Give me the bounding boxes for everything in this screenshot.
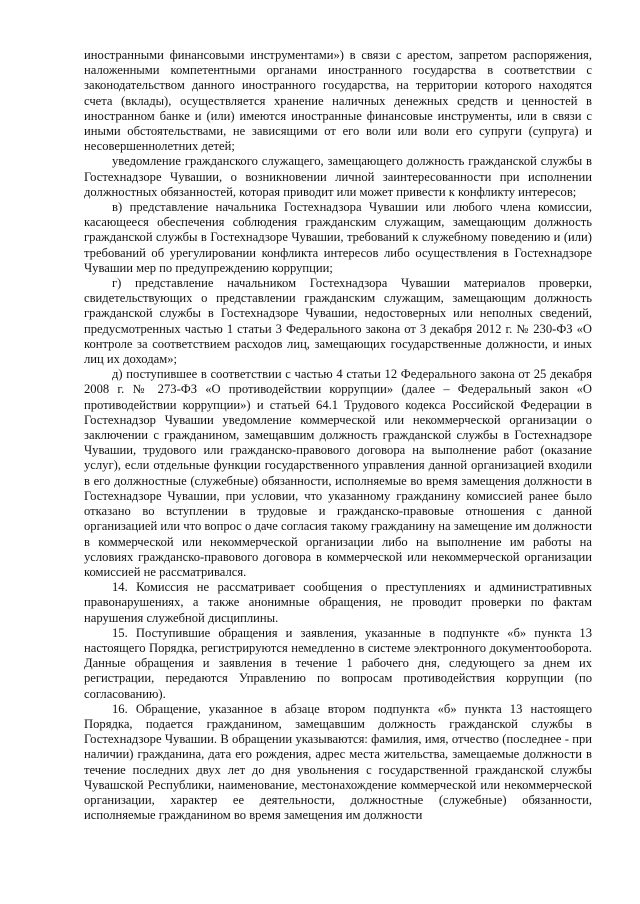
paragraph-clause-14: 14. Комиссия не рассматривает сообщения о преступлениях и административных правонарушениях, а также анонимные обращения, не проводит проверки по фактам нарушения служебной дисциплины. [84, 580, 592, 625]
paragraph-item-g: г) представление начальником Гостехнадзора Чувашии материалов проверки, свидетельствующих о представлении гражданским служащим, замещающим должность гражданской службы в Гостехнадзоре Чувашии, недостоверных или неполных сведений, предусмотренных частью 1 статьи 3 Федерального закона от 3 декабря 2012 г. № 230-ФЗ «О контроле за соответствием расходов лиц, замещающих государственные должности, и иных лиц их доходам»; [84, 276, 592, 367]
paragraph-clause-16: 16. Обращение, указанное в абзаце втором подпункта «б» пункта 13 настоящего Порядка, подается гражданином, замещавшим должность гражданской службы в Гостехнадзоре Чувашии. В обращении указываются: фамилия, имя, отчество (последнее - при наличии) гражданина, дата его рождения, адрес места жительства, замещаемые должности в течение последних двух лет до дня увольнения с государственной гражданской службы Чувашской Республики, наименование, местонахождение коммерческой или некоммерческой организации, характер ее деятельности, должностные (служебные) обязанности, исполняемые гражданином во время замещения им должности [84, 701, 592, 823]
paragraph-conflict-notice: уведомление гражданского служащего, замещающего должность гражданской службы в Гостехнадзоре Чувашии, о возникновении личной заинтересованности при исполнении должностных обязанностей, которая приводит или может привести к конфликту интересов; [84, 154, 592, 199]
paragraph-clause-15: 15. Поступившие обращения и заявления, указанные в подпункте «б» пункта 13 настоящего Порядка, регистрируются немедленно в системе электронного документооборота. Данные обращения и заявления в течение 1 рабочего дня, следующего за днем их регистрации, передаются Управлению по вопросам противодействия коррупции (по согласованию). [84, 625, 592, 701]
paragraph-foreign-instruments-continuation: иностранными финансовыми инструментами») в связи с арестом, запретом распоряжения, наложенными компетентными органами иностранного государства в соответствии с законодательством данного иностранного государства, на территории которого находятся счета (вклады), осуществляется хранение наличных денежных средств и ценностей в иностранном банке и (или) имеются иностранные финансовые инструменты, или в связи с иными обстоятельствами, не зависящими от его воли или воли его супруги (супруга) и несовершеннолетних детей; [84, 48, 592, 154]
paragraph-item-d: д) поступившее в соответствии с частью 4 статьи 12 Федерального закона от 25 декабря 2008 г. № 273-ФЗ «О противодействии коррупции» (далее – Федеральный закон «О противодействии коррупции») и статьей 64.1 Трудового кодекса Российской Федерации в Гостехнадзор Чувашии уведомление коммерческой или некоммерческой организации о заключении с гражданином, замещавшим должность гражданской службы в Гостехнадзоре Чувашии, трудового или гражданско-правового договора на выполнение работ (оказание услуг), если отдельные функции государственного управления данной организацией входили в его должностные (служебные) обязанности, исполняемые во время замещения должности в Гостехнадзоре Чувашии, при условии, что указанному гражданину комиссией ранее было отказано во вступлении в трудовые и гражданско-правовые отношения с данной организацией или что вопрос о даче согласия такому гражданину на замещение им должности в коммерческой или некоммерческой организации либо на выполнение им работы на условиях гражданско-правового договора в коммерческой или некоммерческой организации комиссией не рассматривался. [84, 367, 592, 579]
paragraph-item-v: в) представление начальника Гостехнадзора Чувашии или любого члена комиссии, касающееся обеспечения соблюдения гражданским служащим, замещающим должность гражданской службы в Гостехнадзоре Чувашии, требований к служебному поведению и (или) требований об урегулировании конфликта интересов либо осуществления в Гостехнадзоре Чувашии мер по предупреждению коррупции; [84, 200, 592, 275]
